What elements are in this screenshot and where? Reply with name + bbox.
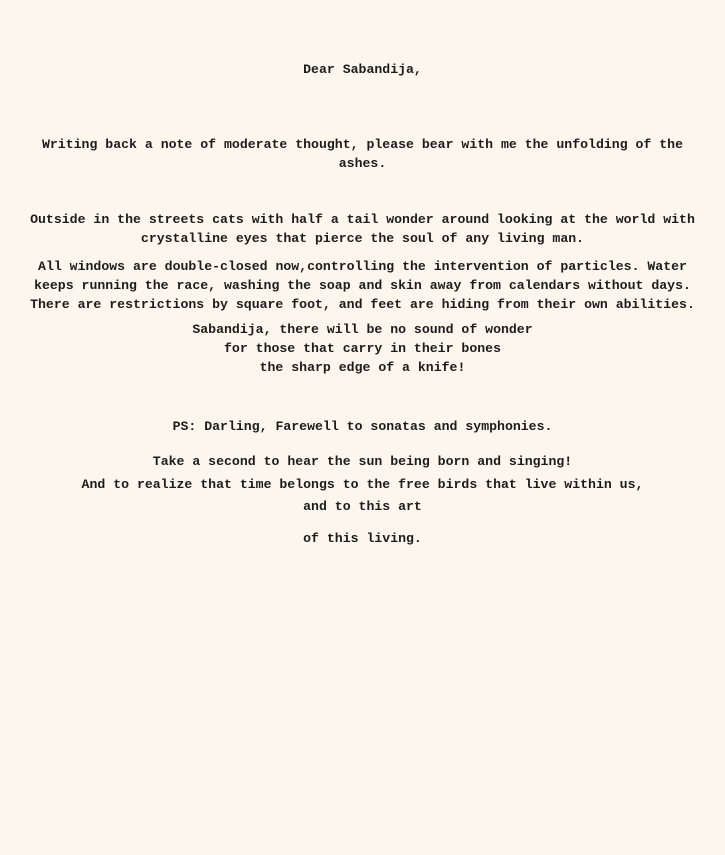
streets-line: crystalline eyes that pierce the soul of any living man. <box>140 231 585 246</box>
salutation-text: Dear Sabandija, <box>303 62 422 77</box>
intro-line: Writing back a note of moderate thought, please bear with me the unfolding of the <box>41 137 684 152</box>
windows-line: All windows are double-closed now,controlling the intervention of particles. Water <box>38 259 687 274</box>
postscript <box>0 417 725 436</box>
final-line <box>0 529 725 548</box>
verse-line: the sharp edge of a knife! <box>259 360 466 375</box>
intro-paragraph <box>0 135 725 173</box>
salutation <box>0 60 725 79</box>
closing-line: And to realize that time belongs to the free birds that live within us, <box>81 476 644 492</box>
streets-line: Outside in the streets cats with half a tail wonder around looking at the world with <box>30 212 695 227</box>
verse-line: Sabandija, there will be no sound of wonder <box>192 322 533 337</box>
intro-line: ashes. <box>338 156 387 171</box>
closing-line: Take a second to hear the sun being born and singing! <box>152 454 573 469</box>
closing-line: and to this art <box>303 499 422 514</box>
verse-stanza <box>0 320 725 377</box>
streets-paragraph <box>0 210 725 248</box>
postscript-text: PS: Darling, Farewell to sonatas and symphonies. <box>172 419 553 434</box>
verse-line: for those that carry in their bones <box>224 341 501 356</box>
final-line-text: of this living. <box>303 531 422 546</box>
windows-paragraph <box>0 257 725 314</box>
closing-paragraph <box>0 451 725 519</box>
windows-line: keeps running the race, washing the soap and skin away from calendars without days. <box>34 278 691 293</box>
windows-line: There are restrictions by square foot, and feet are hiding from their own abilities. <box>30 297 695 312</box>
